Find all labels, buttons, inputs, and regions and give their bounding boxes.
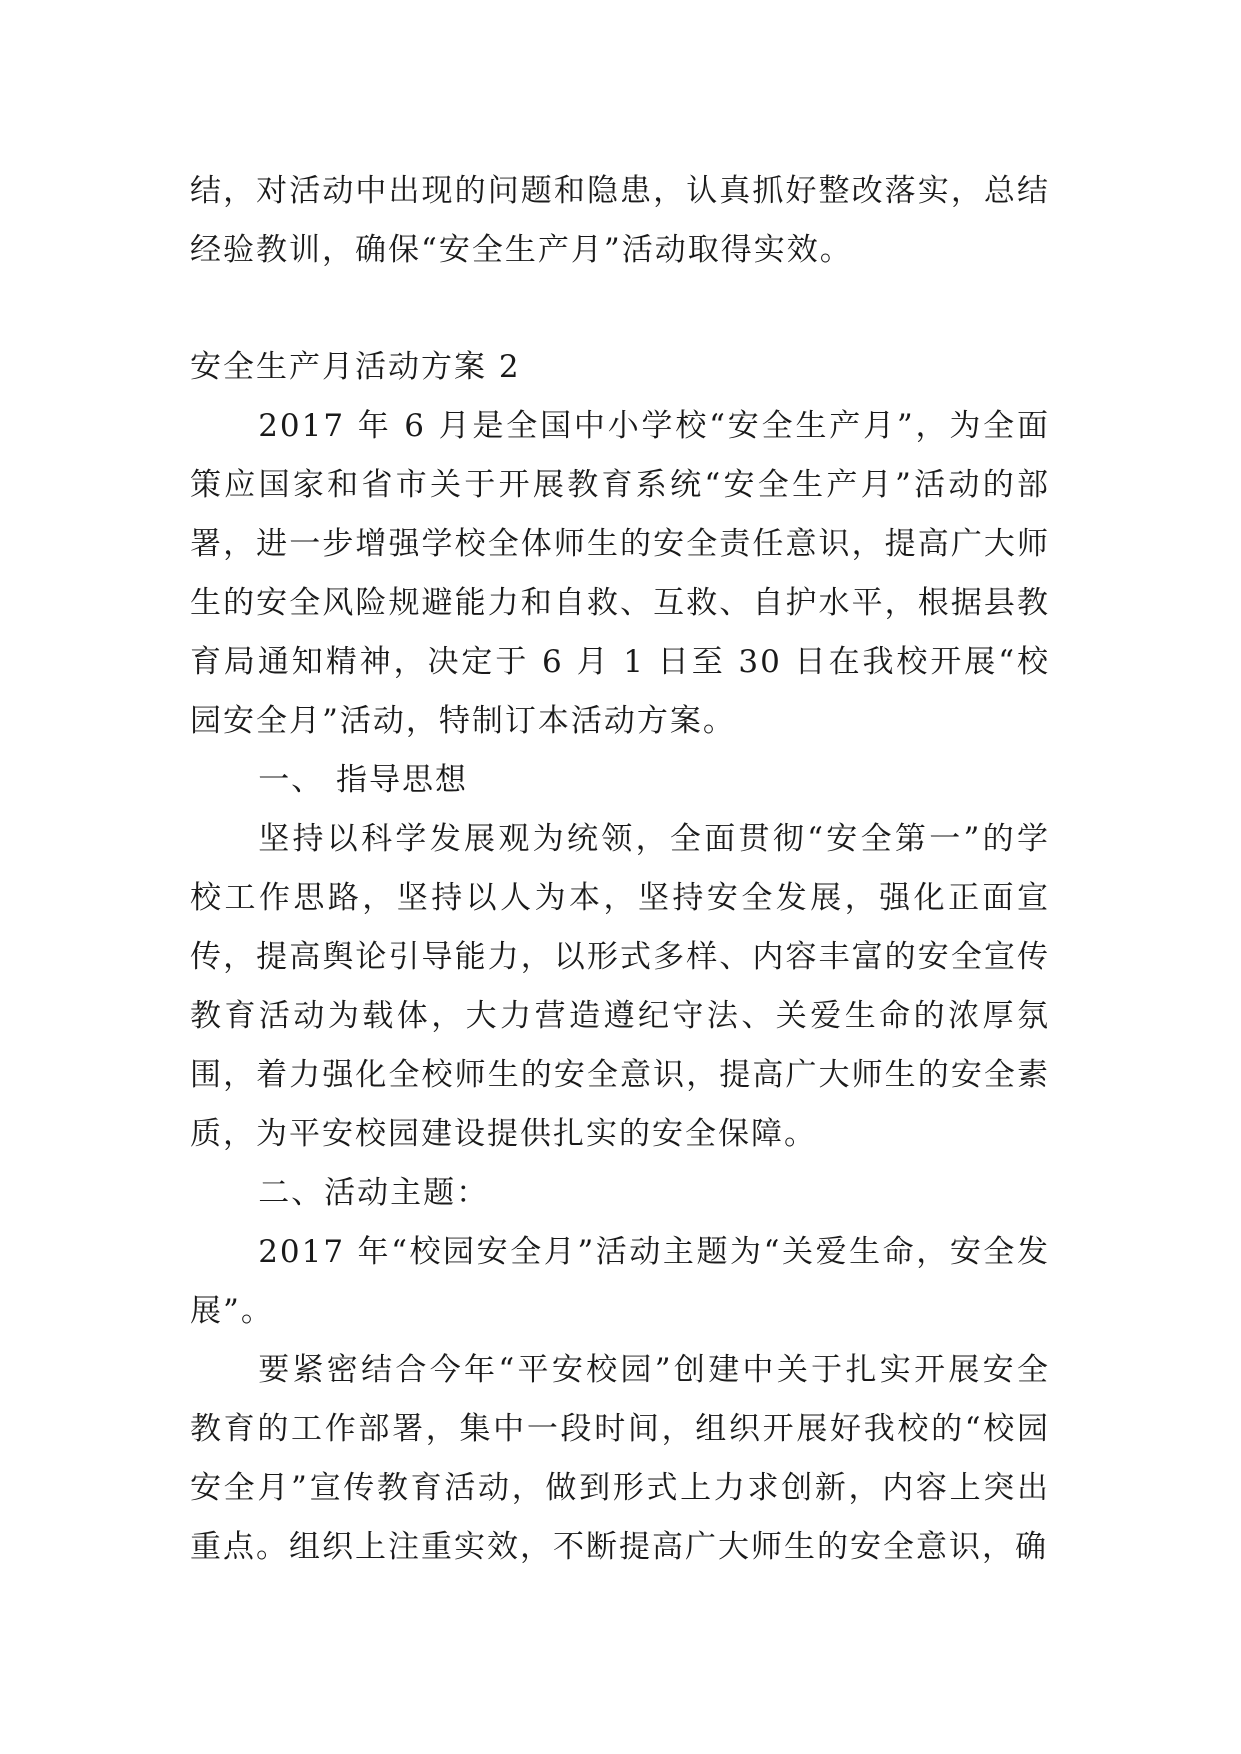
continuation-paragraph: 结，对活动中出现的问题和隐患，认真抓好整改落实，总结经验教训，确保“安全生产月”活动取得实效。: [190, 173, 1050, 268]
paragraph-spacer: [190, 280, 1050, 338]
document-title: 安全生产月活动方案 2: [190, 349, 521, 385]
document-body: [190, 162, 1050, 1577]
intro-paragraph: 2017 年 6 月是全国中小学校“安全生产月”，为全面策应国家和省市关于开展教育系统“安全生产月”活动的部署，进一步增强学校全体师生的安全责任意识，提高广大师生的安全风险规避能力和自救、互救、自护水平，根据县教育局通知精神，决定于 6 月 1 日至 30 日在我校开展“校园安全月”活动，特制订本活动方案。: [190, 408, 1050, 739]
activity-theme-paragraph: 2017 年“校园安全月”活动主题为“关爱生命，安全发展”。: [190, 1234, 1050, 1329]
activity-requirements-paragraph: 要紧密结合今年“平安校园”创建中关于扎实开展安全教育的工作部署，集中一段时间，组织开展好我校的“校园安全月”宣传教育活动，做到形式上力求创新，内容上突出重点。组织上注重实效，不断提高广大师生的安全意识，确: [190, 1352, 1050, 1565]
heading-activity-theme: 二、活动主题：: [258, 1175, 490, 1211]
heading-guiding-ideology: 一、 指导思想: [258, 762, 469, 798]
guiding-ideology-paragraph: 坚持以科学发展观为统领，全面贯彻“安全第一”的学校工作思路，坚持以人为本，坚持安全发展，强化正面宣传，提高舆论引导能力，以形式多样、内容丰富的安全宣传教育活动为载体，大力营造遵纪守法、关爱生命的浓厚氛围，着力强化全校师生的安全意识，提高广大师生的安全素质，为平安校园建设提供扎实的安全保障。: [190, 821, 1050, 1152]
